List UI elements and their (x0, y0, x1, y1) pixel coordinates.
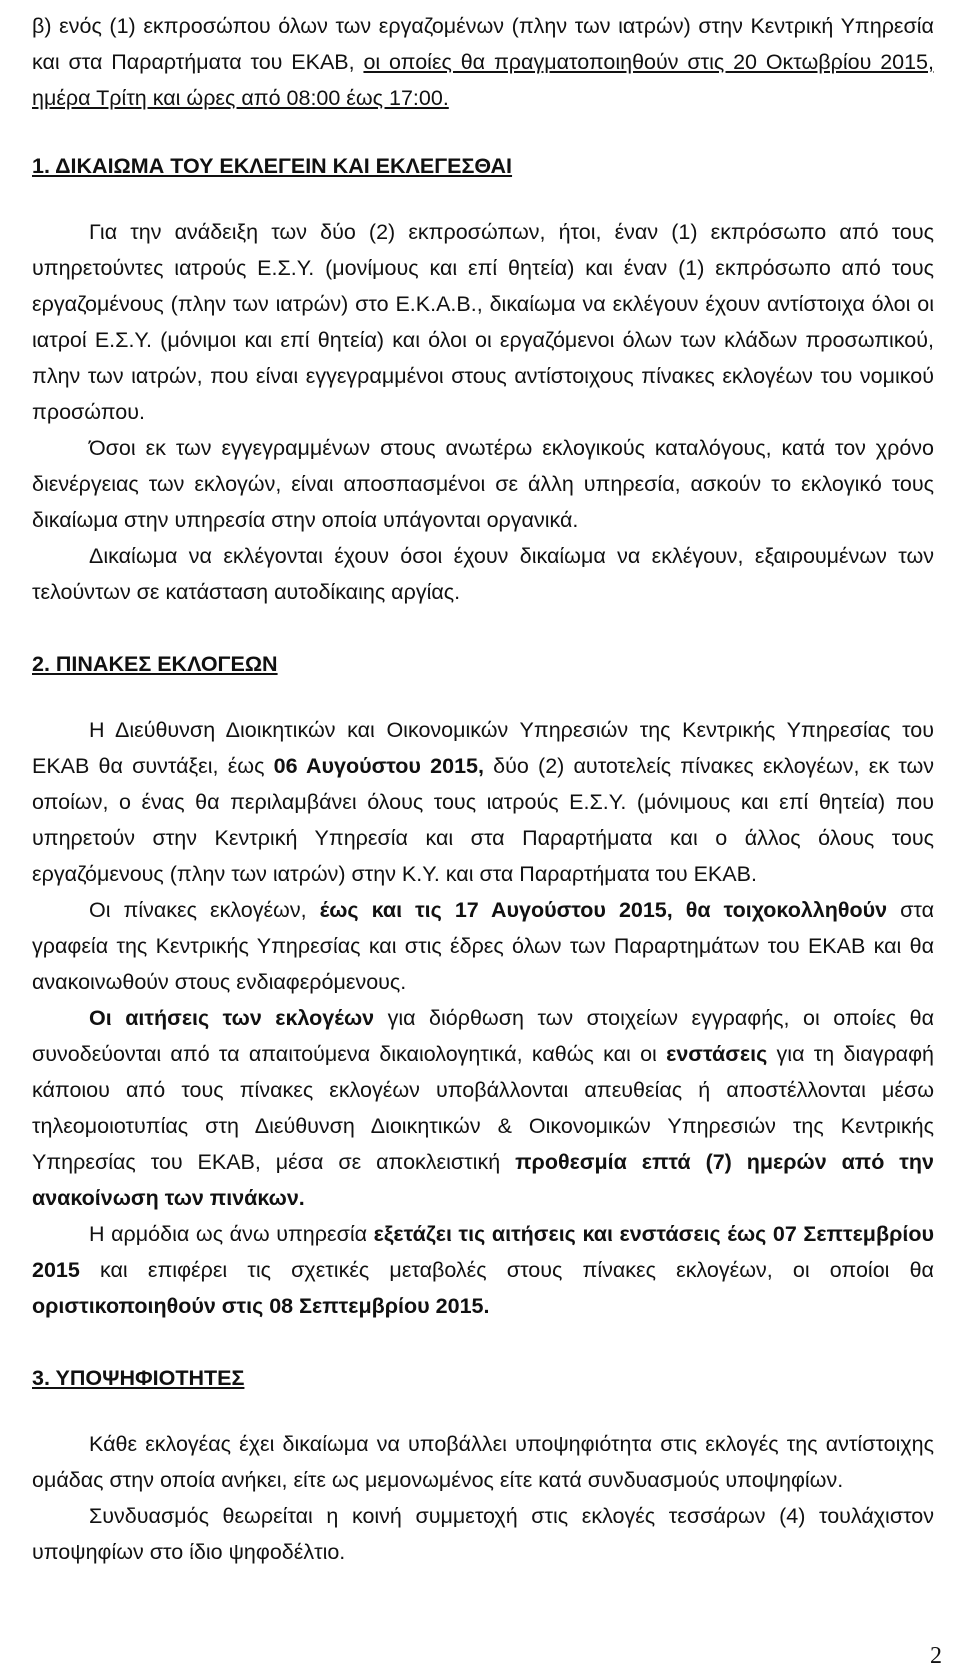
text-run: Οι πίνακες εκλογέων, (89, 898, 320, 922)
section-2-paragraph-2 (32, 892, 934, 1000)
spacer (32, 116, 934, 148)
section-2-heading: 2. ΠΙΝΑΚΕΣ ΕΚΛΟΓΕΩΝ (32, 652, 278, 676)
text-run: για τη διαγραφή κάποιου από τους πίνακες εκλογέων υποβάλλονται απευθείας ή αποστέλλονται μέσω τηλεομοιοτυπίας στη Διεύθυνση Διοικητικών & Οικονομικών Υπηρεσιών της Κεντρικής Υπηρεσίας του ΕΚΑΒ, μέσα σε αποκλειστική (32, 1042, 935, 1174)
deadline-text: εξετάζει τις αιτήσεις και ενστάσεις έως 07 Σεπτεμβρίου 2015 (32, 1222, 934, 1282)
spacer (32, 682, 934, 712)
election-date-text: οι οποίες θα πραγματοποιηθούν στις 20 Οκτωβρίου 2015, ημέρα Τρίτη και ώρες από 08:00 έως 17:00. (32, 50, 934, 110)
text-run: στα γραφεία της Κεντρικής Υπηρεσίας και στις έδρες όλων των Παραρτημάτων του ΕΚΑΒ και θα ανακοινωθούν στους ενδιαφερόμενους. (32, 898, 934, 994)
spacer (32, 1396, 934, 1426)
deadline-text: οριστικοποιηθούν στις 08 Σεπτεμβρίου 2015. (32, 1294, 490, 1318)
section-1-paragraph-3: Δικαίωμα να εκλέγονται έχουν όσοι έχουν δικαίωμα να εκλέγουν, εξαιρουμένων των τελούντων σε κατάσταση αυτοδίκαιης αργίας. (32, 544, 934, 604)
page-number: 2 (930, 1643, 942, 1669)
text-run: Η Διεύθυνση Διοικητικών και Οικονομικών Υπηρεσιών της Κεντρικής Υπηρεσίας του ΕΚΑΒ θα συντάξει, έως (32, 718, 934, 778)
section-2-paragraph-3 (32, 1000, 934, 1216)
section-3-heading: 3. ΥΠΟΨΗΦΙΟΤΗΤΕΣ (32, 1366, 245, 1390)
text-run: και επιφέρει τις σχετικές μεταβολές στους πίνακες εκλογέων, οι οποίοι θα (79, 1258, 934, 1282)
section-3-paragraph-1: Κάθε εκλογέας έχει δικαίωμα να υποβάλλει υποψηφιότητα στις εκλογές της αντίστοιχης ομάδας στην οποία ανήκει, είτε ως μεμονωμένος είτε κατά συνδυασμούς υποψηφίων. (32, 1432, 934, 1492)
section-1-paragraph-2: Όσοι εκ των εγγεγραμμένων στους ανωτέρω εκλογικούς καταλόγους, κατά τον χρόνο διενέργειας των εκλογών, είναι αποσπασμένοι σε άλλη υπηρεσία, ασκούν το εκλογικό τους δικαίωμα στην υπηρεσία στην οποία υπάγονται οργανικά. (32, 436, 934, 532)
deadline-text: 06 Αυγούστου 2015, (273, 754, 484, 778)
spacer (32, 610, 934, 646)
text-run: για διόρθωση των στοιχείων εγγραφής, οι οποίες θα συνοδεύονται από τα απαιτούμενα δικαιολογητικά, καθώς και οι (32, 1006, 934, 1066)
intro-paragraph (32, 8, 934, 116)
section-1-heading: 1. ΔΙΚΑΙΩΜΑ ΤΟΥ ΕΚΛΕΓΕΙΝ ΚΑΙ ΕΚΛΕΓΕΣΘΑΙ (32, 154, 513, 178)
intro-text: β) ενός (1) εκπροσώπου όλων των εργαζομένων (πλην των ιατρών) στην Κεντρική Υπηρεσία και στα Παραρτήματα του ΕΚΑΒ, (32, 14, 934, 74)
deadline-text: προθεσμία επτά (7) ημερών από την ανακοίνωση των πινάκων. (32, 1150, 934, 1210)
text-run: δύο (2) αυτοτελείς πίνακες εκλογέων, εκ των οποίων, ο ένας θα περιλαμβάνει όλους τους ιατρούς Ε.Σ.Υ. (μόνιμους και επί θητεία) που υπηρετούν στην Κεντρική Υπηρεσία και στα Παραρτήματα και ο άλλος όλους τους εργαζόμενους (πλην των ιατρών) στην Κ.Υ. και στα Παραρτήματα του ΕΚΑΒ. (32, 754, 934, 886)
emphasis-text: Οι αιτήσεις των εκλογέων (89, 1006, 375, 1030)
section-3-paragraph-2: Συνδυασμός θεωρείται η κοινή συμμετοχή στις εκλογές τεσσάρων (4) τουλάχιστον υποψηφίων στο ίδιο ψηφοδέλτιο. (32, 1504, 934, 1564)
deadline-text: έως και τις 17 Αυγούστου 2015, θα τοιχοκολληθούν (319, 898, 888, 922)
section-1-paragraph-1: Για την ανάδειξη των δύο (2) εκπροσώπων, ήτοι, έναν (1) εκπρόσωπο από τους υπηρετούντες ιατρούς Ε.Σ.Υ. (μονίμους και επί θητεία) και έναν (1) εκπρόσωπο από τους εργαζομένους (πλην των ιατρών) στο Ε.Κ.Α.Β., δικαίωμα να εκλέγουν έχουν αντίστοιχα όλοι οι ιατροί Ε.Σ.Υ. (μόνιμοι και επί θητεία) και όλοι οι εργαζόμενοι όλων των κλάδων προσωπικού, πλην των ιατρών, που είναι εγγεγραμμένοι στους αντίστοιχους πίνακες εκλογέων του νομικού προσώπου. (32, 220, 934, 424)
text-run: Η αρμόδια ως άνω υπηρεσία (89, 1222, 374, 1246)
emphasis-text: ενστάσεις (666, 1042, 768, 1066)
document-body (32, 8, 934, 1570)
spacer (32, 1324, 934, 1360)
section-2-paragraph-1 (32, 712, 934, 892)
section-2-paragraph-4 (32, 1216, 934, 1324)
spacer (32, 184, 934, 214)
